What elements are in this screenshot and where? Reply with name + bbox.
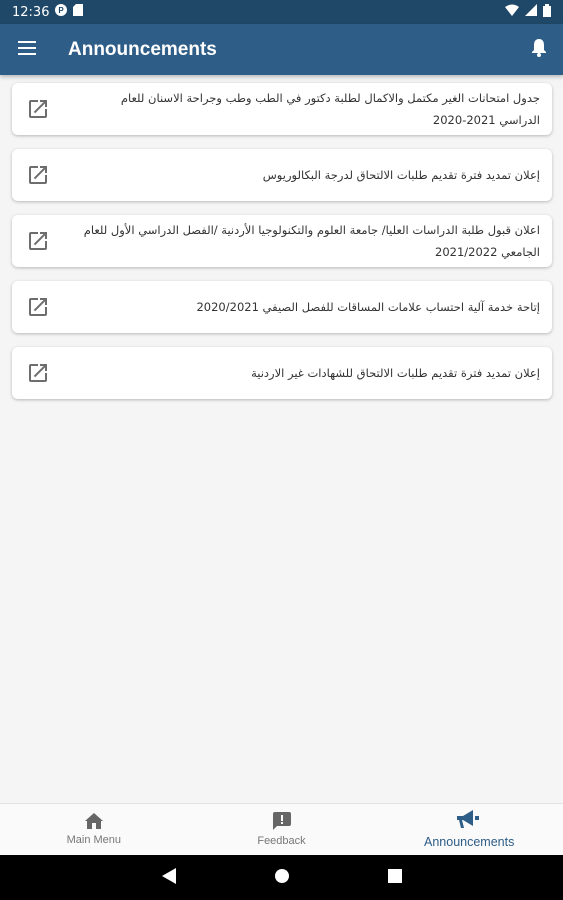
menu-button[interactable] (0, 24, 54, 75)
announcement-card[interactable] (12, 281, 552, 333)
open-in-new-icon[interactable] (24, 359, 52, 387)
nav-main-menu[interactable] (0, 804, 188, 855)
p-notification-icon (55, 4, 67, 20)
announcement-card[interactable] (12, 149, 552, 201)
feedback-icon (273, 812, 291, 833)
open-in-new-icon[interactable] (24, 161, 52, 189)
status-bar (0, 0, 563, 24)
nav-feedback[interactable] (188, 804, 376, 855)
home-icon (85, 813, 103, 832)
notifications-button[interactable] (515, 24, 563, 75)
status-time: 12:36 (12, 4, 50, 20)
signal-icon (525, 4, 537, 20)
svg-text:P: P (58, 6, 65, 15)
recents-icon[interactable] (388, 868, 402, 887)
announcement-text: اعلان قبول طلبة الدراسات العليا/ جامعة العلوم والتكنولوجيا الأردنية /الفصل الدراسي الأول للعام الجامعي 2021/2022 (83, 223, 540, 259)
open-in-new-icon[interactable] (24, 293, 52, 321)
announcement-text: إتاحة خدمة آلية احتساب علامات المساقات للفصل الصيفي 2020/2021 (196, 300, 540, 314)
megaphone-icon (457, 810, 481, 833)
open-in-new-icon[interactable] (24, 227, 52, 255)
nav-feedback-label: Feedback (257, 835, 306, 847)
announcement-text: إعلان تمديد فترة تقديم طلبات الالتحاق للشهادات غير الاردنية (251, 366, 540, 380)
system-navigation-bar (0, 855, 563, 900)
app-bar (0, 24, 563, 75)
announcement-list (12, 83, 552, 413)
home-button-icon[interactable] (274, 868, 290, 888)
nav-main-menu-label: Main Menu (66, 834, 122, 846)
announcement-card[interactable] (12, 347, 552, 399)
back-icon[interactable] (162, 868, 176, 888)
bottom-navigation (0, 803, 563, 855)
announcement-card[interactable] (12, 83, 552, 135)
nav-announcements[interactable] (375, 804, 563, 855)
announcement-card[interactable] (12, 215, 552, 267)
announcement-text: إعلان تمديد فترة تقديم طلبات الالتحاق لدرجة البكالوريوس (262, 168, 540, 182)
page-title: Announcements (68, 38, 217, 60)
hamburger-menu-icon (18, 40, 36, 59)
open-in-new-icon[interactable] (24, 95, 52, 123)
battery-icon (543, 4, 551, 21)
sd-card-icon (73, 4, 83, 20)
announcement-text: جدول امتحانات الغير مكتمل والاكمال لطلبة دكتور في الطب وطب وجراحة الاسنان للعام الدراسي 2021-2020 (120, 91, 540, 127)
nav-announcements-label: Announcements (424, 835, 515, 849)
bell-icon (531, 38, 547, 61)
wifi-icon (505, 4, 519, 20)
